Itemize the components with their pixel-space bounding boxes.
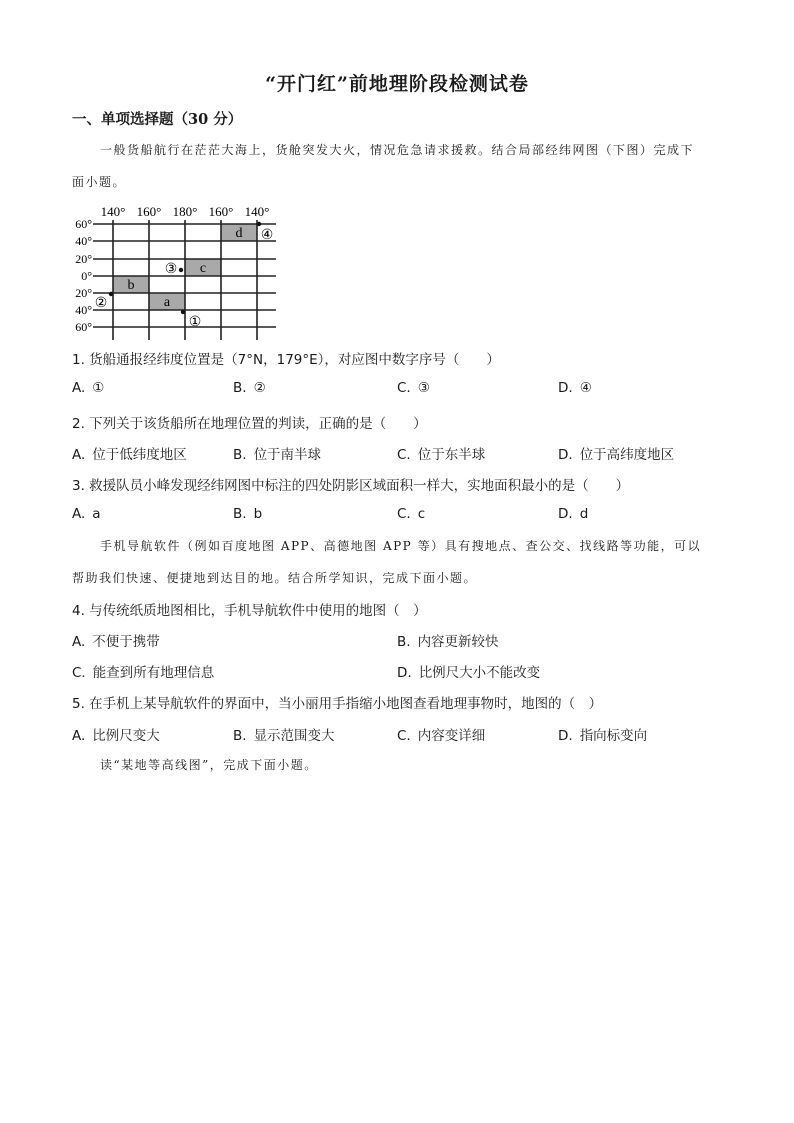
passage-3: 读“某地等高线图”，完成下面小题。 xyxy=(100,758,318,772)
point-marker-2: ② xyxy=(94,296,108,311)
region-label-d: d xyxy=(235,226,243,241)
q4-option-d[interactable]: D. 比例尺大小不能改变 xyxy=(397,665,541,681)
q1-option-b[interactable]: B. ② xyxy=(233,380,266,396)
q1-option-d[interactable]: D. ④ xyxy=(558,380,592,396)
lat-label-3: 20° xyxy=(75,252,92,266)
question-4-stem: 4. 与传统纸质地图相比，手机导航软件中使用的地图（ ） xyxy=(72,603,427,619)
q5-option-b[interactable]: B. 显示范围变大 xyxy=(233,728,335,744)
passage-2-line-2: 帮助我们快速、便捷地到达目的地。结合所学知识，完成下面小题。 xyxy=(72,571,478,585)
q3-option-c[interactable]: C. c xyxy=(397,506,426,522)
q5-option-d[interactable]: D. 指向标变向 xyxy=(558,728,648,744)
q3-option-d[interactable]: D. d xyxy=(558,506,589,522)
region-label-a: a xyxy=(163,295,171,310)
q4-option-c[interactable]: C. 能查到所有地理信息 xyxy=(72,665,215,681)
lon-label-3: 180° xyxy=(172,204,198,219)
q4-option-b[interactable]: B. 内容更新较快 xyxy=(397,634,499,650)
lat-label-6: 40° xyxy=(75,303,92,317)
question-3-stem: 3. 救援队员小峰发现经纬网图中标注的四处阴影区域面积一样大，实地面积最小的是（ ） xyxy=(72,478,630,494)
point-dot-4 xyxy=(257,222,261,226)
q2-option-d[interactable]: D. 位于高纬度地区 xyxy=(558,447,675,463)
lat-label-1: 60° xyxy=(75,217,92,231)
q4-option-a[interactable]: A. 不便于携带 xyxy=(72,634,160,650)
question-5-stem: 5. 在手机上某导航软件的界面中，当小丽用手指缩小地图查看地理事物时，地图的（ ） xyxy=(72,696,603,712)
point-marker-4: ④ xyxy=(260,228,274,243)
q5-option-c[interactable]: C. 内容变详细 xyxy=(397,728,486,744)
q2-option-c[interactable]: C. 位于东半球 xyxy=(397,447,486,463)
q2-option-a[interactable]: A. 位于低纬度地区 xyxy=(72,447,187,463)
lon-label-2: 160° xyxy=(136,204,162,219)
point-dot-3 xyxy=(179,268,183,272)
point-dot-1 xyxy=(181,310,185,314)
q3-option-a[interactable]: A. a xyxy=(72,506,101,522)
passage-1-line-2: 面小题。 xyxy=(72,175,127,189)
page-title: “开门红”前地理阶段检测试卷 xyxy=(265,73,529,95)
lon-label-4: 160° xyxy=(208,204,234,219)
question-2-stem: 2. 下列关于该货船所在地理位置的判读，正确的是（ ） xyxy=(72,416,427,432)
lat-label-2: 40° xyxy=(75,234,92,248)
q2-option-b[interactable]: B. 位于南半球 xyxy=(233,447,322,463)
lat-label-4: 0° xyxy=(81,269,92,283)
section-heading: 一、单项选择题（30 分） xyxy=(72,111,243,128)
point-dot-2 xyxy=(109,292,113,296)
point-marker-3: ③ xyxy=(164,262,178,277)
question-1-stem: 1. 货船通报经纬度位置是（7°N，179°E），对应图中数字序号（ ） xyxy=(72,352,500,368)
lat-label-7: 60° xyxy=(75,320,92,334)
region-label-b: b xyxy=(127,278,135,293)
passage-1-line-1: 一般货船航行在茫茫大海上，货舱突发大火，情况危急请求援救。结合局部经纬网图（下图）完成下 xyxy=(100,143,695,157)
lon-label-1: 140° xyxy=(100,204,126,219)
region-label-c: c xyxy=(199,261,207,276)
point-marker-1: ① xyxy=(188,315,202,330)
lat-label-5: 20° xyxy=(75,286,92,300)
q3-option-b[interactable]: B. b xyxy=(233,506,263,522)
q1-option-c[interactable]: C. ③ xyxy=(397,380,430,396)
q1-option-a[interactable]: A. ① xyxy=(72,380,105,396)
q5-option-a[interactable]: A. 比例尺变大 xyxy=(72,728,160,744)
lat-long-grid-map xyxy=(68,200,288,345)
lon-label-5: 140° xyxy=(244,204,270,219)
passage-2-line-1: 手机导航软件（例如百度地图 APP、高德地图 APP 等）具有搜地点、查公交、找线路等功能，可以 xyxy=(100,539,702,553)
